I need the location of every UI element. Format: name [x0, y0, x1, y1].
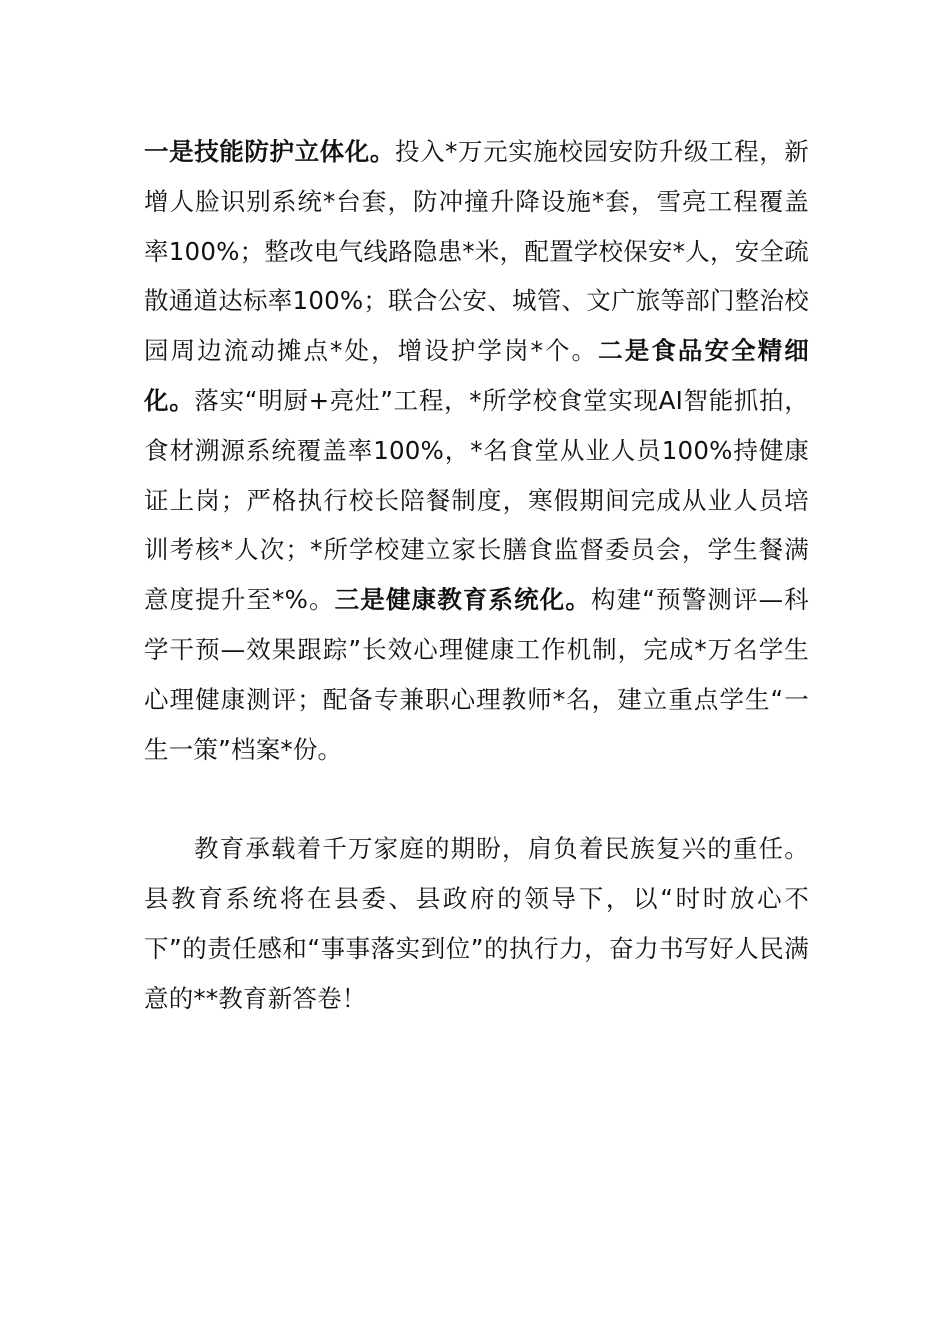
lead-heading-technical-protection: 一是技能防护立体化。: [144, 137, 395, 166]
food-safety-text: 落实“明厨+亮灶”工程，*所学校食堂实现AI智能抓拍，食材溯源系统覆盖率100%，*名食堂从业人员100%持健康证上岗；严格执行校长陪餐制度，寒假期间完成从业人员培训考核*人次；*所学校建立家长膳食监督委员会，学生餐满意度提升至*%。: [144, 385, 809, 615]
lead-heading-food-safety: 二是食品安全精细化。: [144, 336, 809, 415]
document-body: [144, 127, 809, 1023]
technical-protection-text: 投入*万元实施校园安防升级工程，新增人脸识别系统*台套，防冲撞升降设施*套，雪亮工程覆盖率100%；整改电气线路隐患*米，配置学校保安*人，安全疏散通道达标率100%；联合公安、城管、文广旅等部门整治校园周边流动摊点*处，增设护学岗*个。: [144, 137, 809, 366]
health-education-text: 构建“预警测评—科学干预—效果跟踪”长效心理健康工作机制，完成*万名学生心理健康测评；配备专兼职心理教师*名，建立重点学生“一生一策”档案*份。: [144, 585, 809, 764]
safety-measures-paragraph: [144, 127, 809, 774]
closing-paragraph: 教育承载着千万家庭的期盼，肩负着民族复兴的重任。县教育系统将在县委、县政府的领导下，以“时时放心不下”的责任感和“事事落实到位”的执行力，奋力书写好人民满意的**教育新答卷！: [144, 834, 809, 1013]
lead-heading-health-education: 三是健康教育系统化。: [334, 585, 592, 615]
